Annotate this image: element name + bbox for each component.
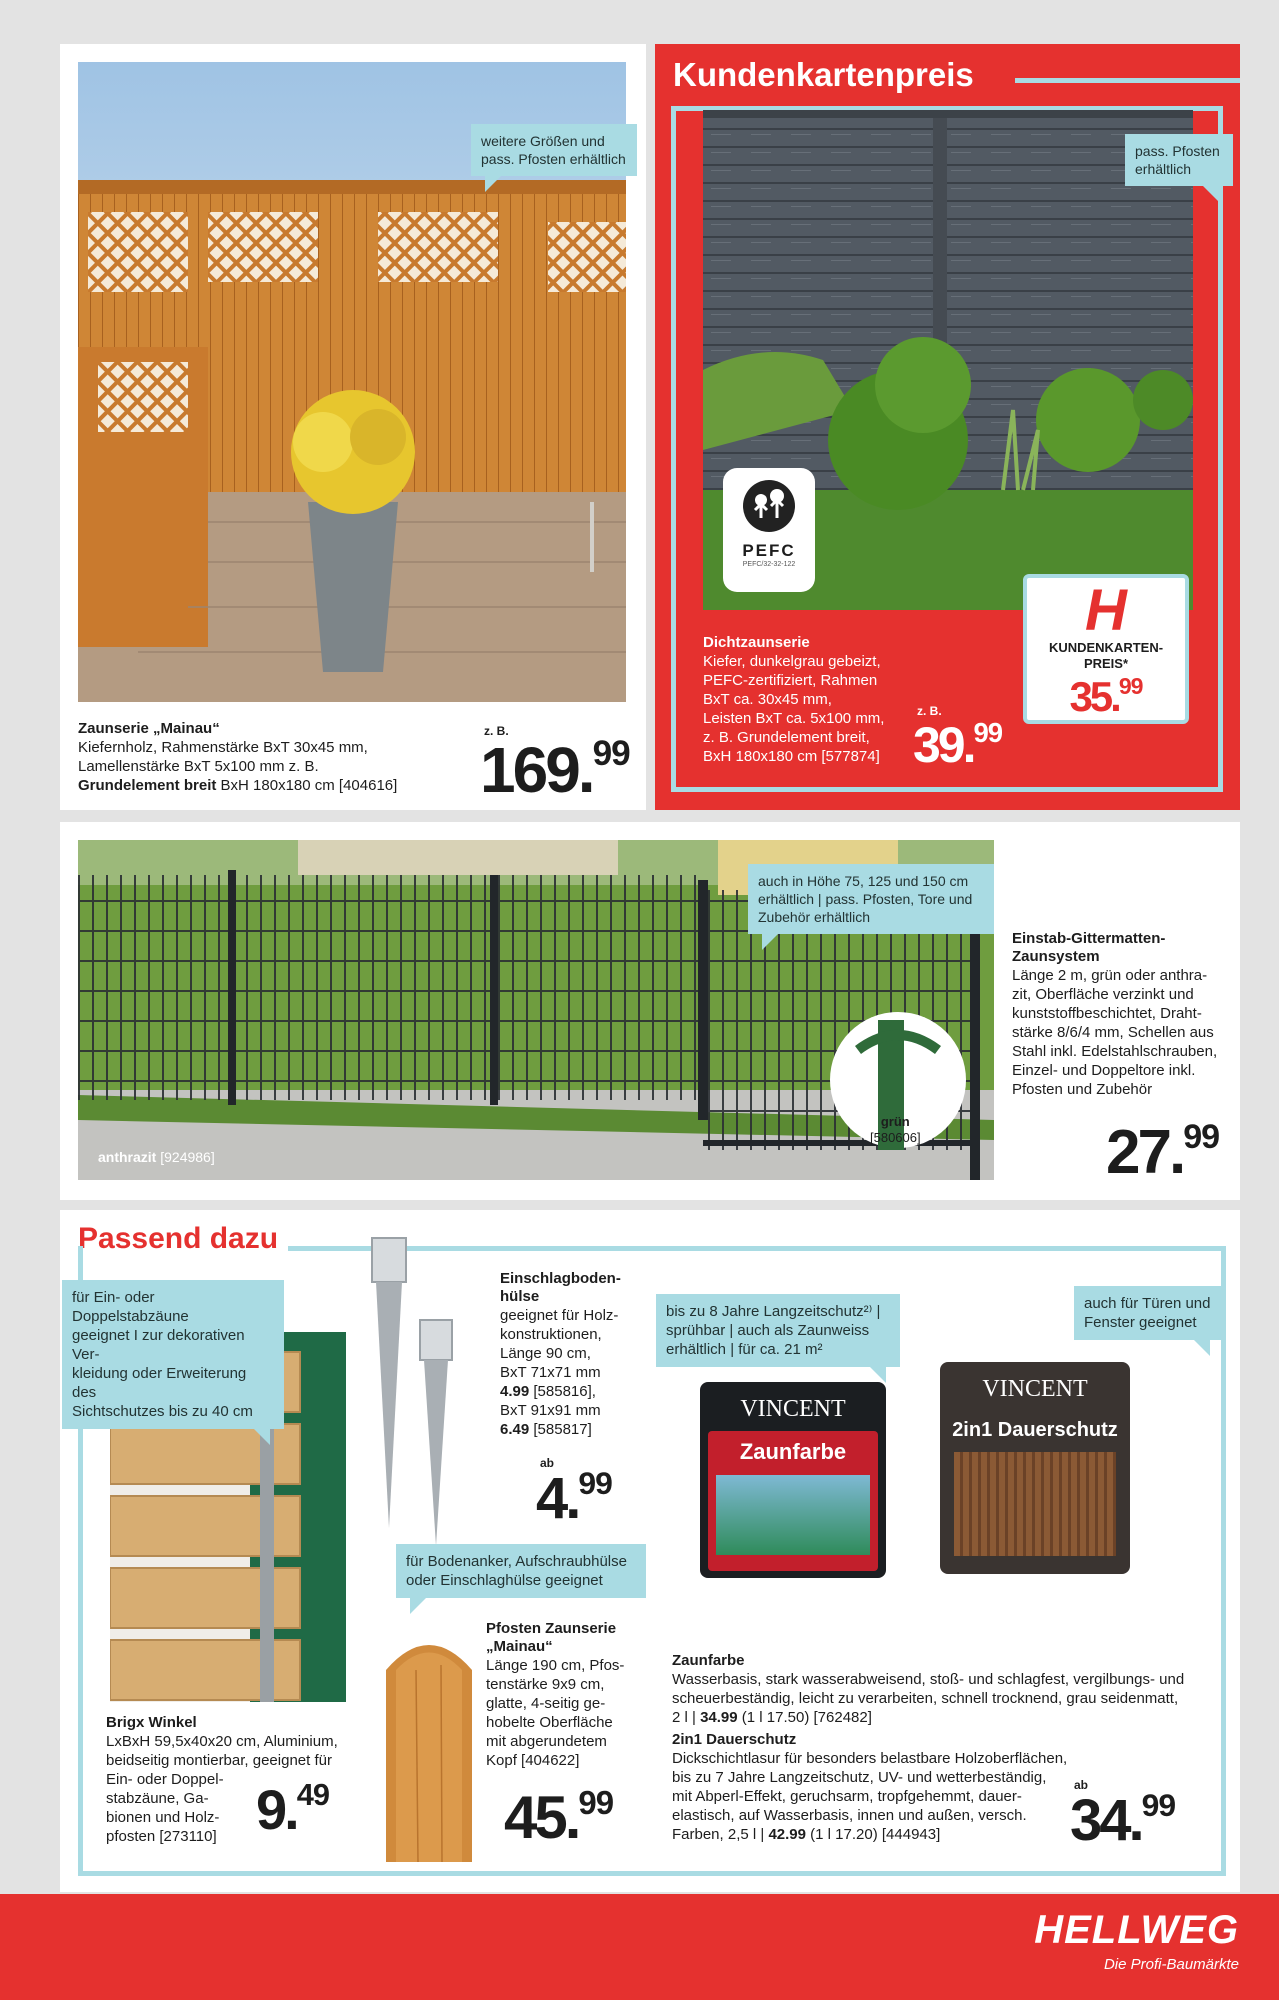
text-line: pfosten [273110] [106, 1828, 217, 1845]
info-bubble-dauerschutz [1074, 1286, 1224, 1340]
bubble-text: pass. Pfosten erhältlich [1135, 143, 1220, 177]
badge-label: KUNDENKARTEN- [1048, 640, 1164, 655]
text-line: mit abgerundetem [486, 1733, 607, 1750]
text-line: stärke 8/6/4 mm, Schellen aus [1012, 1024, 1214, 1041]
text-line: Länge 90 cm, [500, 1345, 591, 1362]
variant-art: [585816], [533, 1383, 596, 1400]
text-line: Länge 2 m, grün oder anthra- [1012, 967, 1208, 984]
product-title: Brigx Winkel [106, 1714, 197, 1731]
kundenkartenpreis-header: Kundenkartenpreis [673, 56, 974, 93]
can-title: 2in1 Dauerschutz [952, 1419, 1118, 1441]
price [1070, 1787, 1176, 1853]
product-title: Einstab-Gittermatten- [1012, 930, 1166, 947]
price-cents: 99 [578, 1784, 614, 1822]
text-line: elastisch, auf Wasserbasis, innen und außen, versch. [672, 1807, 1027, 1824]
text-line: beidseitig montierbar, geeignet für [106, 1752, 332, 1769]
wooden-post-photo [386, 1630, 472, 1862]
bubble-text [406, 1552, 636, 1590]
variant-label-gruen [870, 1114, 921, 1146]
text-line: auch für Türen und [1084, 1295, 1211, 1312]
pefc-logo [723, 468, 815, 592]
price-variant-line [500, 1420, 650, 1439]
product-title: Pfosten Zaunserie [486, 1620, 617, 1637]
text-line: Stahl inkl. Edelstahlschrauben, [1012, 1043, 1218, 1060]
text-line: Sichtschutzes bis zu 40 cm [72, 1403, 253, 1420]
text-line: hobelte Oberfläche [486, 1714, 613, 1731]
price [480, 734, 630, 806]
product-desc-line: BxH 180x180 cm [577874] [703, 748, 880, 765]
price-prefix: z. B. [484, 724, 509, 738]
price-cents: 99 [973, 716, 1003, 748]
can-brand: VINCENT [982, 1376, 1088, 1402]
can-brand: VINCENT [740, 1396, 846, 1422]
badge-label: PREIS* [1083, 656, 1129, 671]
text-line: bis zu 8 Jahre Langzeitschutz²⁾ | [666, 1303, 881, 1320]
product-desc-line: BxT ca. 30x45 mm, [703, 691, 832, 708]
product-panel-mainau [60, 44, 646, 810]
text-line: Länge 190 cm, Pfos- [486, 1657, 625, 1674]
price-main: 9. [256, 1778, 297, 1841]
line-post: (1 l 17.50) [762482] [741, 1709, 872, 1726]
can-fence-picture [716, 1475, 870, 1555]
price-prefix: z. B. [917, 704, 942, 718]
product-title: hülse [500, 1288, 540, 1305]
can-title: Zaunfarbe [739, 1439, 847, 1464]
kundenkarten-badge [1023, 574, 1189, 724]
header-rule [1015, 78, 1240, 83]
can-fence-picture [954, 1452, 1116, 1556]
info-bubble-winkel [62, 1280, 284, 1429]
text-line: geeignet I zur dekorativen Ver- [72, 1327, 245, 1363]
pefc-tree-icon [739, 476, 799, 536]
text-line: Ein- oder Doppel- [106, 1771, 224, 1788]
hellweg-slogan: Die Profi-Baumärkte [1103, 1956, 1239, 1973]
product-panel-gittermatten [60, 822, 1240, 1200]
info-bubble-zaunfarbe [656, 1294, 900, 1367]
product-desc-line [78, 776, 458, 795]
text-line: für Ein- oder Doppelstabzäune [72, 1289, 189, 1325]
text-line: kunststoffbeschichtet, Draht- [1012, 1005, 1202, 1022]
badge-price [1027, 672, 1185, 720]
pefc-text: PEFC [742, 541, 796, 560]
line-price: 34.99 [700, 1709, 738, 1726]
text-line: kleidung oder Erweiterung des [72, 1365, 247, 1401]
text-line: bis zu 7 Jahre Langzeitschutz, UV- und wetterbeständig, [672, 1769, 1047, 1786]
ground-spike-photo [370, 1228, 480, 1548]
paint-can-zaunfarbe [700, 1382, 886, 1578]
can-label [708, 1431, 878, 1571]
text-line: scheuerbeständig, leicht zu verarbeiten, schnell trocknend, grau seidenmatt, [672, 1690, 1179, 1707]
line-pre: 2 l [672, 1709, 688, 1726]
text-line: Einzel- und Doppeltore inkl. [1012, 1062, 1196, 1079]
text-line: stabzäune, Ga- [106, 1790, 209, 1807]
price-variant-line [500, 1382, 650, 1401]
text-line: sprühbar | auch als Zaunweiss [666, 1322, 870, 1339]
product-title: Zaunfarbe [672, 1652, 745, 1669]
product-desc-line: PEFC-zertifiziert, Rahmen [703, 672, 878, 689]
text-line: Dickschichtlasur für besonders belastbare Holzoberflächen, [672, 1750, 1068, 1767]
product-title: Zaunsystem [1012, 948, 1100, 965]
text-line: für Bodenanker, Aufschraubhülse [406, 1553, 627, 1570]
text-line: glatte, 4-seitig ge- [486, 1695, 606, 1712]
product-desc-line: Leisten BxT ca. 5x100 mm, [703, 710, 885, 727]
paint-can-dauerschutz [940, 1362, 1130, 1574]
pefc-code: PEFC/32-32-122 [742, 561, 796, 568]
product-panel-dichtzaun [655, 44, 1240, 810]
variant-name: anthrazit [98, 1149, 157, 1165]
text-line: Kopf [404622] [486, 1752, 580, 1769]
text-line: bionen und Holz- [106, 1809, 220, 1826]
product-title: Zaunserie „Mainau“ [78, 720, 220, 737]
price-main: 45. [504, 1784, 579, 1851]
text-line: erhältlich | für ca. 21 m² [666, 1341, 823, 1358]
bubble-line: Zubehör erhältlich [758, 909, 871, 925]
product-desc-line: Kiefer, dunkelgrau gebeizt, [703, 653, 881, 670]
product-desc [1012, 966, 1230, 1099]
text-line: oder Einschlaghülse geeignet [406, 1572, 603, 1589]
text-line: BxT 71x71 mm [500, 1364, 601, 1381]
price-cents: 99 [1141, 1787, 1176, 1824]
variant-price: 6.49 [500, 1421, 530, 1438]
price-cents: 99 [1118, 672, 1143, 699]
variant-art: [585817] [533, 1421, 592, 1438]
product-desc [672, 1670, 1232, 1708]
line-post: (1 l 17.20) [444943] [810, 1826, 941, 1843]
text-line: tenstärke 9x9 cm, [486, 1676, 605, 1693]
bubble-text: weitere Größen und pass. Pfosten erhältlich [481, 133, 626, 167]
price-main: 39. [913, 717, 974, 773]
price-line: Farben, 2,5 l | 42.99 (1 l 17.20) [444943] [672, 1826, 941, 1843]
price-prefix: ab [540, 1456, 555, 1470]
price [504, 1784, 614, 1851]
price-prefix: ab [1074, 1778, 1089, 1792]
info-bubble-pfosten [396, 1544, 646, 1598]
product-desc-line: z. B. Grundelement breit, [703, 729, 870, 746]
footer-bar [0, 1894, 1279, 2000]
price [913, 716, 1003, 773]
text-line: Wasserbasis, stark wasserabweisend, stoß- und schlagfest, vergilbungs- und [672, 1671, 1185, 1688]
info-bubble-pfosten [1125, 134, 1233, 186]
text-line: Fenster geeignet [1084, 1314, 1197, 1331]
section-title: Passend dazu [78, 1222, 279, 1255]
price [256, 1777, 329, 1841]
variant-art: [924986] [160, 1149, 215, 1165]
line-price: 42.99 [768, 1826, 806, 1843]
bubble-line: erhältlich | pass. Pfosten, Tore und [758, 891, 973, 907]
bubble-text [72, 1288, 274, 1421]
price-main: 169. [480, 734, 593, 806]
bubble-text [1084, 1294, 1214, 1332]
product-desc [500, 1306, 650, 1382]
price-main: 35. [1069, 673, 1119, 720]
hellweg-logo: HELLWEG [1034, 1908, 1239, 1952]
price-cents: 99 [1183, 1118, 1220, 1157]
price [1106, 1118, 1220, 1187]
product-title: 2in1 Dauerschutz [672, 1731, 797, 1748]
text-line: zit, Oberfläche verzinkt und [1012, 986, 1194, 1003]
product-desc-line: BxT 91x91 mm [500, 1402, 601, 1419]
desc-text: BxH 180x180 cm [404616] [220, 777, 398, 794]
product-title: Einschlagboden- [500, 1270, 621, 1287]
price-cents: 99 [592, 734, 630, 774]
variant-price: 4.99 [500, 1383, 530, 1400]
text-line: Pfosten und Zubehör [1012, 1081, 1153, 1098]
text-line: konstruktionen, [500, 1326, 602, 1343]
variant-label-anthrazit [98, 1148, 215, 1167]
desc-bold: Grundelement breit [78, 777, 217, 794]
product-desc [486, 1656, 646, 1770]
bubble-text [666, 1302, 890, 1359]
text-line: LxBxH 59,5x40x20 cm, Aluminium, [106, 1733, 338, 1750]
hellweg-h-icon: H [1085, 578, 1127, 643]
price-cents: 99 [578, 1465, 612, 1502]
text-line: mit Abperl-Effekt, geruchsarm, tropfgehemmt, dauer- [672, 1788, 1022, 1805]
price [536, 1465, 612, 1531]
price-main: 4. [536, 1466, 579, 1531]
info-bubble-sizes [471, 124, 637, 176]
price-cents: 49 [296, 1777, 329, 1813]
product-title: Dichtzaunserie [703, 634, 810, 651]
product-title: „Mainau“ [486, 1638, 553, 1655]
variant-name: grün [880, 1114, 910, 1129]
price-main: 34. [1070, 1788, 1142, 1853]
panel-passend-dazu [60, 1210, 1240, 1892]
variant-art: [580606] [870, 1130, 921, 1145]
price-main: 27. [1106, 1118, 1184, 1187]
price-line: 2 l | 34.99 (1 l 17.50) [762482] [672, 1709, 872, 1726]
bubble-line: auch in Höhe 75, 125 und 150 cm [758, 873, 969, 889]
line-pre: Farben, 2,5 l [672, 1826, 757, 1843]
info-bubble-hoehen [748, 864, 994, 934]
text-line: geeignet für Holz- [500, 1307, 619, 1324]
product-desc-line: Lamellenstärke BxT 5x100 mm z. B. [78, 758, 319, 775]
product-desc-line: Kiefernholz, Rahmenstärke BxT 30x45 mm, [78, 739, 368, 756]
